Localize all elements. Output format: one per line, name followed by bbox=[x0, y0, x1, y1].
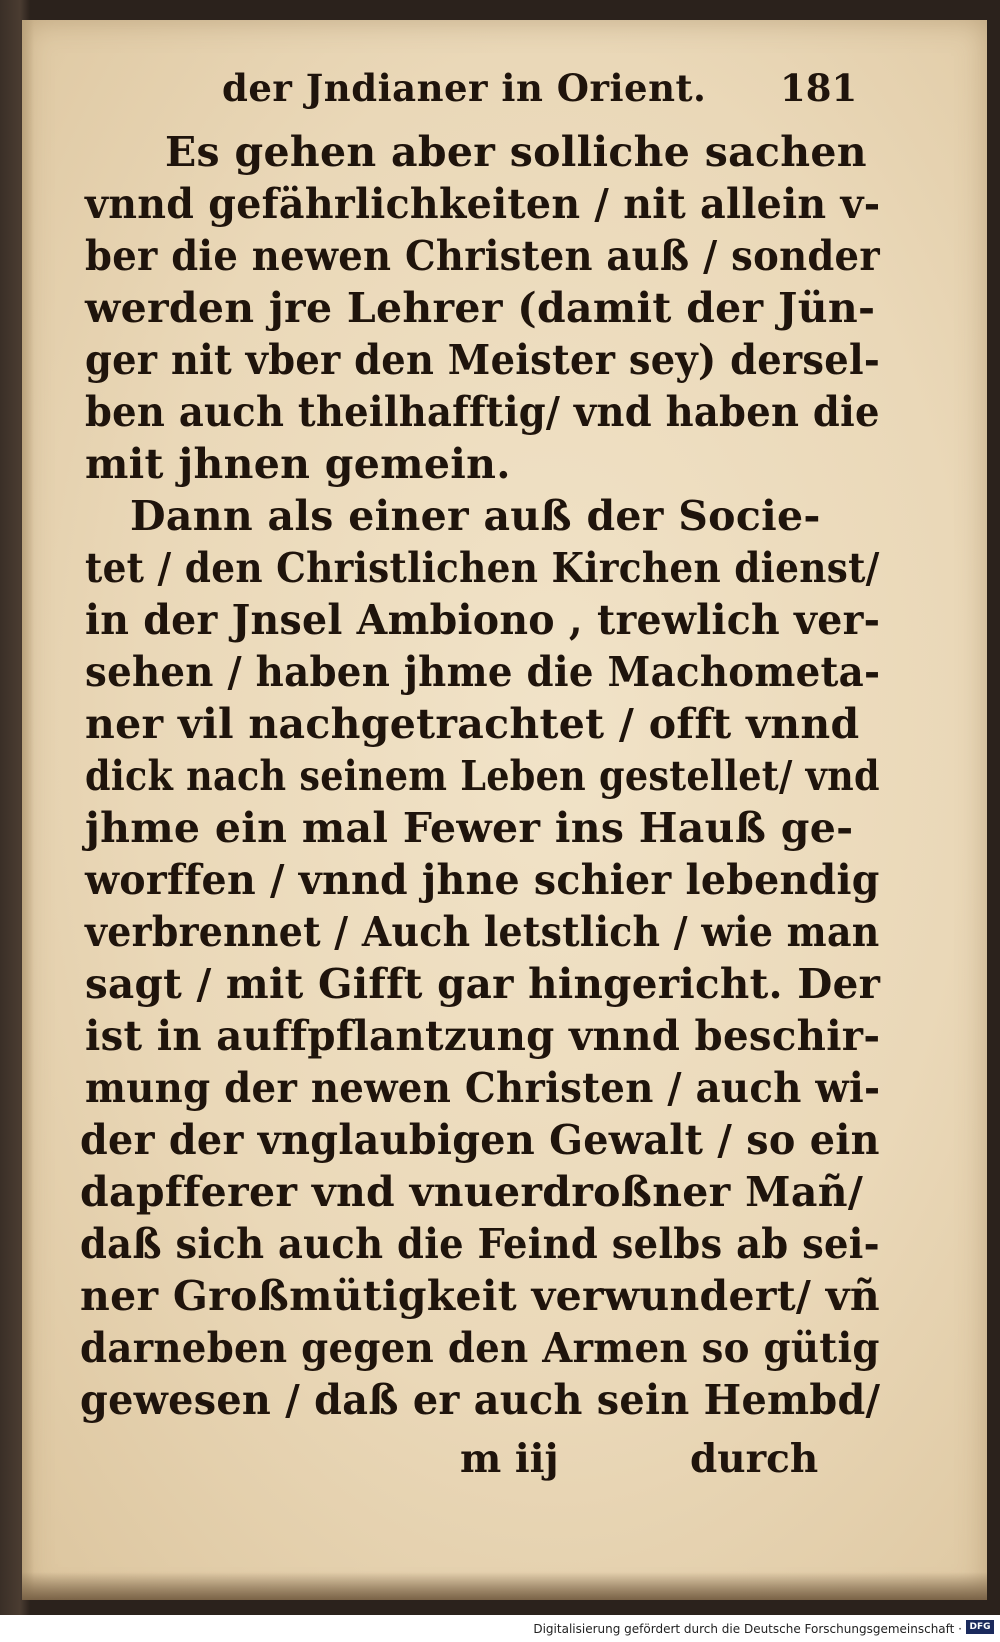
footer-bar bbox=[0, 1615, 1000, 1642]
page-number: 181 bbox=[780, 66, 858, 110]
dfg-logo: DFG bbox=[966, 1620, 994, 1634]
text-line: werden jre Lehrer (damit der Jün- bbox=[85, 284, 876, 332]
running-head: der Jndianer in Orient. bbox=[222, 66, 707, 110]
page-shadow-bottom bbox=[22, 1572, 987, 1600]
text-line: mit jhnen gemein. bbox=[85, 440, 511, 488]
funding-credit: Digitalisierung gefördert durch die Deutsche Forschungsgemeinschaft · bbox=[533, 1622, 962, 1636]
text-line: sagt / mit Gifft gar hingericht. Der bbox=[85, 960, 881, 1008]
text-line: tet / den Christlichen Kirchen dienst/ bbox=[85, 544, 880, 592]
text-line: Es gehen aber solliche sachen bbox=[165, 128, 867, 176]
text-line: verbrennet / Auch letstlich / wie man bbox=[85, 908, 880, 956]
text-line: mung der newen Christen / auch wi- bbox=[85, 1064, 881, 1112]
text-line: gewesen / daß er auch sein Hembd/ bbox=[80, 1376, 881, 1424]
text-line: dick nach seinem Leben gestellet/ vnd bbox=[85, 752, 880, 800]
text-line: jhme ein mal Fewer ins Hauß ge- bbox=[85, 804, 854, 852]
text-line: ner vil nachgetrachtet / offt vnnd bbox=[85, 700, 860, 748]
text-line: ger nit vber den Meister sey) dersel- bbox=[85, 336, 881, 384]
text-line: daß sich auch die Feind selbs ab sei- bbox=[80, 1220, 880, 1268]
text-line: der der vnglaubigen Gewalt / so ein bbox=[80, 1116, 880, 1164]
catchword: durch bbox=[690, 1436, 819, 1482]
text-line: ben auch theilhafftig/ vnd haben die bbox=[85, 388, 880, 436]
text-line: in der Jnsel Ambiono , trewlich ver- bbox=[85, 596, 881, 644]
text-line: vnnd gefährlichkeiten / nit allein v- bbox=[85, 180, 881, 228]
page-shadow-left bbox=[22, 20, 34, 1600]
text-line: Dann als einer auß der Socie- bbox=[130, 492, 821, 540]
text-line: worffen / vnnd jhne schier lebendig bbox=[85, 856, 880, 904]
text-line: sehen / haben jhme die Machometa- bbox=[85, 648, 881, 696]
text-line: dapfferer vnd vnuerdroßner Mañ/ bbox=[80, 1168, 864, 1216]
text-line: ist in auffpflantzung vnnd beschir- bbox=[85, 1012, 881, 1060]
text-line: darneben gegen den Armen so gütig bbox=[80, 1324, 880, 1372]
text-line: ber die newen Christen auß / sonder bbox=[85, 232, 880, 280]
text-line: ner Großmütigkeit verwundert/ vñ bbox=[80, 1272, 880, 1320]
signature-mark: m iij bbox=[460, 1436, 559, 1482]
